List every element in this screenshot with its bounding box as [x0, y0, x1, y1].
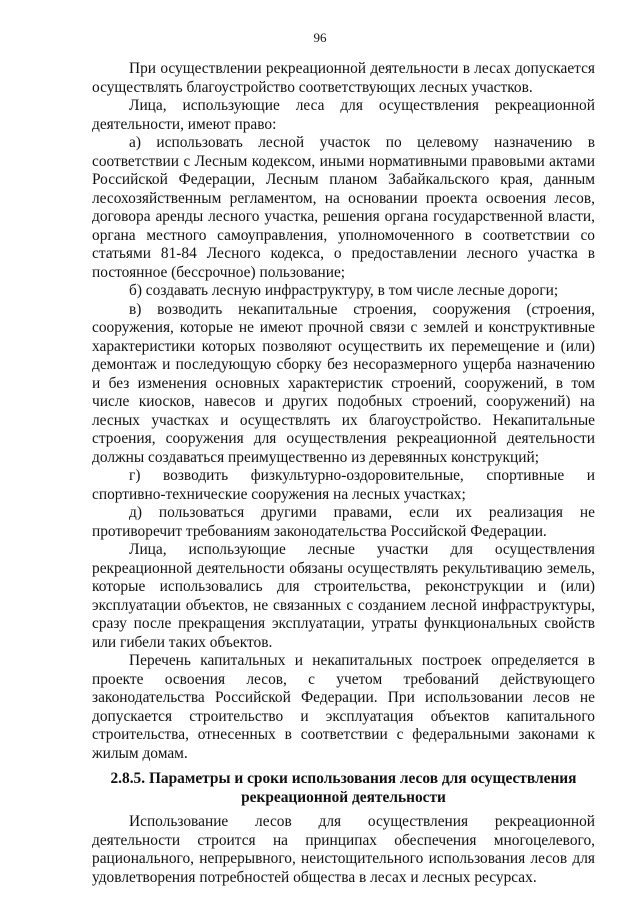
list-item-b: б) создавать лесную инфраструктуру, в том числе лесные дороги; — [129, 282, 559, 299]
section-heading: 2.8.5. Параметры и сроки использования лесов для осуществления рекреационной деятельности — [110, 770, 577, 806]
paragraph: Лица, использующие леса для осуществления рекреационной деятельности, имеют право: — [92, 97, 595, 133]
paragraph: Перечень капитальных и некапитальных построек определяется в проекте освоения лесов, с учетом требований действующего законодательства Российской Федерации. При использовании лесов не допускается строительство и эксплуатация объектов капитального строительства, отнесенных в соответствии с федеральными законами к жилым домам. — [92, 652, 595, 762]
page-number: 96 — [313, 30, 327, 45]
paragraph: Использование лесов для осуществления рекреационной деятельности строится на принципах обеспечения многоцелевого, рационального, непрерывного, неистощительного использования лесов для удовлетворения потребностей общества в лесах и лесных ресурсах. — [92, 813, 595, 886]
list-item-a: а) использовать лесной участок по целевому назначению в соответствии с Лесным кодексом, иными нормативными правовыми актами Российской Федерации, Лесным планом Забайкальского края, данным лесохозяйственным регламентом, на основании проекта освоения лесов, договора аренды лесного участка, решения органа государственной власти, органа местного самоуправления, уполномоченного в соответствии со статьями 81-84 Лесного кодекса, о предоставлении лесного участка в постоянное (бессрочное) пользование; — [92, 134, 595, 281]
list-item-v: в) возводить некапитальные строения, сооружения (строения, сооружения, которые не имеют прочной связи с землей и конструктивные характеристики которых позволяют осуществить их перемещение и (или) демонтаж и последующую сборку без несоразмерного ущерба назначению и без изменения основных характеристик строений, сооружений, в том числе киосков, навесов и других подобных строений, сооружений) на лесных участках и осуществлять их благоустройство. Некапитальные строения, сооружения для осуществления рекреационной деятельности должны создаваться преимущественно из деревянных конструкций; — [92, 300, 595, 466]
list-item-d: д) пользоваться другими правами, если их реализация не противоречит требованиям законодательства Российской Федерации. — [92, 504, 595, 540]
list-item-g: г) возводить физкультурно-оздоровительные, спортивные и спортивно-технические сооружения на лесных участках; — [92, 467, 595, 503]
paragraph: При осуществлении рекреационной деятельности в лесах допускается осуществлять благоустройство соответствующих лесных участков. — [92, 60, 595, 96]
document-body — [92, 60, 595, 887]
paragraph: Лица, использующие лесные участки для осуществления рекреационной деятельности обязаны осуществлять рекультивацию земель, которые использовались для строительства, реконструкции и (или) эксплуатации объектов, не связанных с созданием лесной инфраструктуры, сразу после прекращения эксплуатации, утраты функциональных свойств или гибели таких объектов. — [92, 541, 595, 651]
